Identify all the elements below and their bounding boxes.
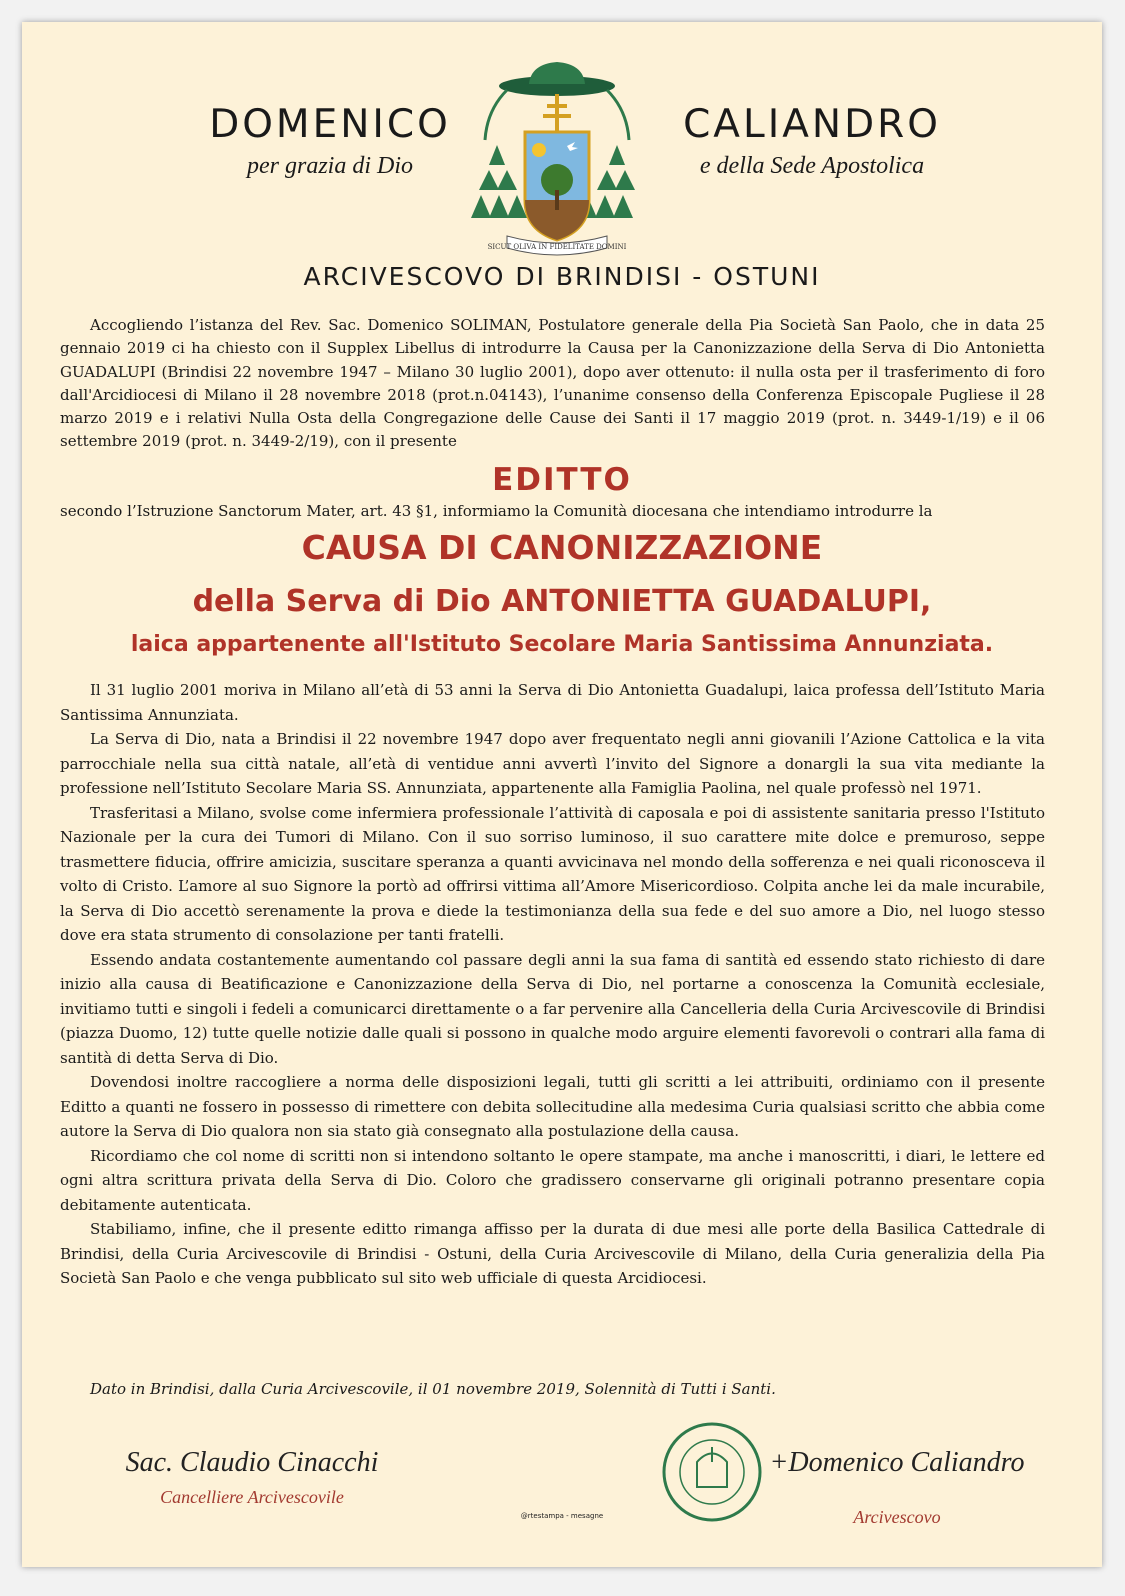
date-line: Dato in Brindisi, dalla Curia Arcivescovile, il 01 novembre 2019, Solennità di Tutti i Santi. — [90, 1380, 776, 1398]
paragraph: Dovendosi inoltre raccogliere a norma delle disposizioni legali, tutti gli scritti a lei attribuiti, ordiniamo con il presente Editto a quanti ne fossero in possesso di rimettere con debita sollecitudine alla medesima Curia qualsiasi scritto che abbia come autore la Serva di Dio qualora non sia stato già consegnato alla postulazione della causa. — [60, 1073, 1045, 1140]
header-left — [200, 102, 460, 180]
left-subtitle: per grazia di Dio — [246, 153, 413, 179]
chancellor-role: Cancelliere Arcivescovile — [160, 1487, 344, 1507]
edict-sheet — [22, 22, 1102, 1567]
secondo-line: secondo l’Istruzione Sanctorum Mater, art. 43 §1, informiamo la Comunità diocesana che intendiamo introdurre la — [60, 502, 933, 520]
paragraph: Ricordiamo che col nome di scritti non si intendono soltanto le opere stampate, ma anche i manoscritti, i diari, le lettere ed ogni altra scrittura privata della Serva di Dio. Coloro che gradissero conservarne gli originali potranno presentare copia debitamente autenticata. — [60, 1146, 1045, 1214]
archbishop-role: Arcivescovo — [853, 1507, 941, 1527]
intro-text: Accogliendo l’istanza del Rev. Sac. Domenico SOLIMAN, Postulatore generale della Pia Società San Paolo, che in data 25 gennaio 2019 ci ha chiesto con il Supplex Libellus di introdurre la Causa per la Canonizzazione della Serva di Dio Antonietta GUADALUPI (Brindisi 22 novembre 1947 – Milano 30 luglio 2001), dopo aver ottenuto: il nulla osta per il trasferimento di foro dall'Arcidiocesi di Milano il 28 novembre 2018 (prot.n.04143), l’unanime consenso della Conferenza Episcopale Pugliese il 28 marzo 2019 e i relativi Nulla Osta della Congregazione delle Cause dei Santi il 17 maggio 2019 (prot. n. 3449-1/19) e il 06 settembre 2019 (prot. n. 3449-2/19), con il presente — [60, 316, 1045, 451]
headline-serva: della Serva di Dio ANTONIETTA GUADALUPI, — [192, 584, 932, 619]
paragraph: Stabiliamo, infine, che il presente editto rimanga affisso per la durata di due mesi alle porte della Basilica Cattedrale di Brindisi, della Curia Arcivescovile di Brindisi - Ostuni, della Curia Arcivescovile di Milano, della Curia generalizia della Pia Società San Paolo e che venga pubblicato sul sito web ufficiale di questa Arcidiocesi. — [60, 1220, 1045, 1287]
chancellor-signature-block — [107, 1447, 397, 1508]
bishop-surname: CALIANDRO — [683, 102, 941, 147]
paragraph: La Serva di Dio, nata a Brindisi il 22 novembre 1947 dopo aver frequentato negli anni giovanili l’Azione Cattolica e la vita parrocchiale nella sua città natale, all’età di ventidue anni avvertì l’invito del Signore a donargli la sua vita mediante la professione nell’Istituto Secolare Maria SS. Annunziata, appartenente alla Famiglia Paolina, nel quale professò nel 1971. — [60, 730, 1045, 797]
editto-heading: EDITTO — [492, 462, 632, 498]
headline-causa: CAUSA DI CANONIZZAZIONE — [301, 528, 823, 567]
header-right — [682, 102, 942, 180]
body-text — [60, 678, 1045, 1291]
photo-credit: @rtestampa - mesagne — [520, 1512, 604, 1520]
motto-text: SICUT OLIVA IN FIDELITATE DOMINI — [487, 243, 627, 251]
archbishop-signature: +Domenico Caliandro — [769, 1447, 1025, 1478]
archdiocese-title: ARCIVESCOVO DI BRINDISI - OSTUNI — [303, 262, 821, 291]
intro-paragraph — [60, 314, 1045, 454]
paragraph: Trasferitasi a Milano, svolse come infermiera professionale l’attività di caposala e poi di assistente sanitaria presso l'Istituto Nazionale per la cura dei Tumori di Milano. Con il suo sorriso luminoso, il suo carattere mite dolce e premuroso, seppe trasmettere fiducia, offrire amicizia, suscitare speranza a quanti avvicinava nel mondo della sofferenza e nei quali riconosceva il volto di Cristo. L’amore al suo Signore la portò ad offrirsi vittima all’Amore Misericordioso. Colpita anche lei da male incurabile, la Serva di Dio accettò serenamente la prova e diede la testimonianza della sua fede e del suo amore a Dio, nel luogo stesso dove era stata strumento di consolazione per tanti fratelli. — [60, 803, 1045, 944]
paragraph: Essendo andata costantemente aumentando col passare degli anni la sua fama di santità ed essendo stato richiesto di dare inizio alla causa di Beatificazione e Canonizzazione della Serva di Dio, nel portarne a conoscenza la Comunità ecclesiale, invitiamo tutti e singoli i fedeli a comunicarci direttamente o a far pervenire alla Cancelleria della Curia Arcivescovile di Brindisi (piazza Duomo, 12) tutte quelle notizie dalle quali si possono in qualche modo arguire elementi favorevoli o contrari alla fama di santità di detta Serva di Dio. — [60, 950, 1045, 1067]
paragraph: Il 31 luglio 2001 moriva in Milano all’età di 53 anni la Serva di Dio Antonietta Guadalupi, laica professa dell’Istituto Maria Santissima Annunziata. — [60, 681, 1045, 724]
headline-laica: laica appartenente all'Istituto Secolare Maria Santissima Annunziata. — [130, 632, 994, 657]
seal-stamp-icon — [657, 1417, 767, 1527]
right-subtitle: e della Sede Apostolica — [699, 153, 925, 179]
chancellor-signature: Sac. Claudio Cinacchi — [125, 1447, 379, 1478]
coat-of-arms-icon — [467, 50, 647, 260]
bishop-first-name: DOMENICO — [209, 102, 451, 147]
